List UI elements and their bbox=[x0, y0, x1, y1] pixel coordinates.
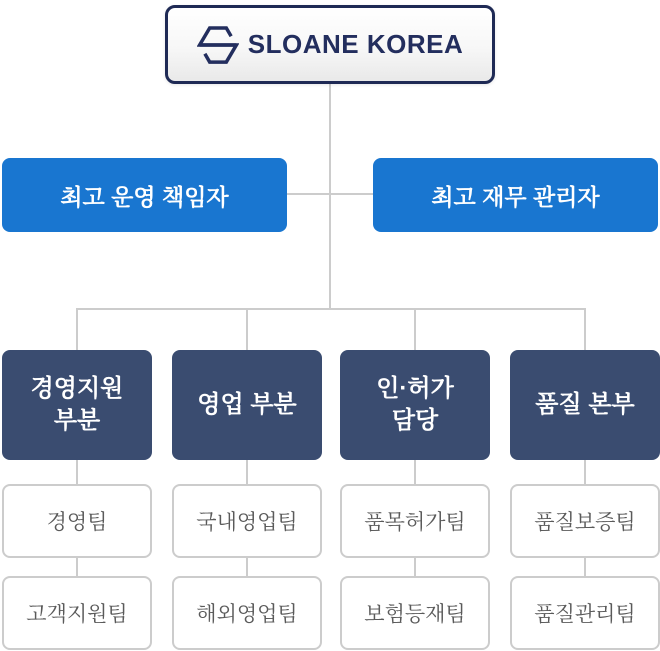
connector-team-team-3 bbox=[414, 558, 416, 576]
exec-title: 최고 재무 관리자 bbox=[431, 183, 600, 210]
team-box bbox=[2, 576, 152, 650]
team-box bbox=[340, 484, 490, 558]
connector-team-team-4 bbox=[584, 558, 586, 576]
connector-drop-3 bbox=[414, 308, 416, 350]
connector-branch-horizontal bbox=[76, 308, 586, 310]
connector-root-vertical bbox=[329, 84, 331, 309]
team-name: 경영팀 bbox=[46, 511, 108, 534]
dept-name-line: 품질 본부 bbox=[535, 390, 635, 418]
exec-box-cfo bbox=[373, 158, 658, 232]
connector-dept-team-3 bbox=[414, 460, 416, 484]
connector-dept-team-4 bbox=[584, 460, 586, 484]
company-name: SLOANE KOREA bbox=[247, 29, 464, 59]
dept-name-line: 경영지원 bbox=[30, 374, 124, 402]
connector-team-team-1 bbox=[76, 558, 78, 576]
company-logo-box bbox=[165, 5, 495, 84]
team-name: 품질보증팀 bbox=[534, 511, 636, 534]
dept-name-line: 영업 부분 bbox=[197, 390, 297, 418]
team-box bbox=[510, 576, 660, 650]
exec-title: 최고 운영 책임자 bbox=[60, 183, 229, 210]
exec-box-coo bbox=[2, 158, 287, 232]
dept-box-sales bbox=[172, 350, 322, 460]
team-name: 보험등재팀 bbox=[364, 603, 466, 626]
connector-drop-2 bbox=[246, 308, 248, 350]
dept-name-line: 담당 bbox=[391, 407, 439, 434]
connector-drop-1 bbox=[76, 308, 78, 350]
connector-team-team-2 bbox=[246, 558, 248, 576]
connector-dept-team-1 bbox=[76, 460, 78, 484]
dept-box-licensing bbox=[340, 350, 490, 460]
connector-executives-horizontal bbox=[286, 193, 374, 195]
team-box bbox=[2, 484, 152, 558]
dept-box-quality bbox=[510, 350, 660, 460]
team-name: 고객지원팀 bbox=[26, 603, 128, 626]
team-box bbox=[172, 576, 322, 650]
team-box bbox=[340, 576, 490, 650]
connector-drop-4 bbox=[584, 308, 586, 350]
team-name: 국내영업팀 bbox=[196, 511, 298, 534]
connector-dept-team-2 bbox=[246, 460, 248, 484]
hexagon-s-icon bbox=[197, 24, 239, 66]
team-name: 품질관리팀 bbox=[534, 603, 636, 626]
dept-box-management-support bbox=[2, 350, 152, 460]
dept-name-line: 부분 bbox=[53, 407, 101, 434]
team-name: 해외영업팀 bbox=[196, 603, 298, 626]
team-box bbox=[172, 484, 322, 558]
team-box bbox=[510, 484, 660, 558]
dept-name-line: 인·허가 bbox=[376, 374, 454, 402]
team-name: 품목허가팀 bbox=[364, 511, 466, 534]
